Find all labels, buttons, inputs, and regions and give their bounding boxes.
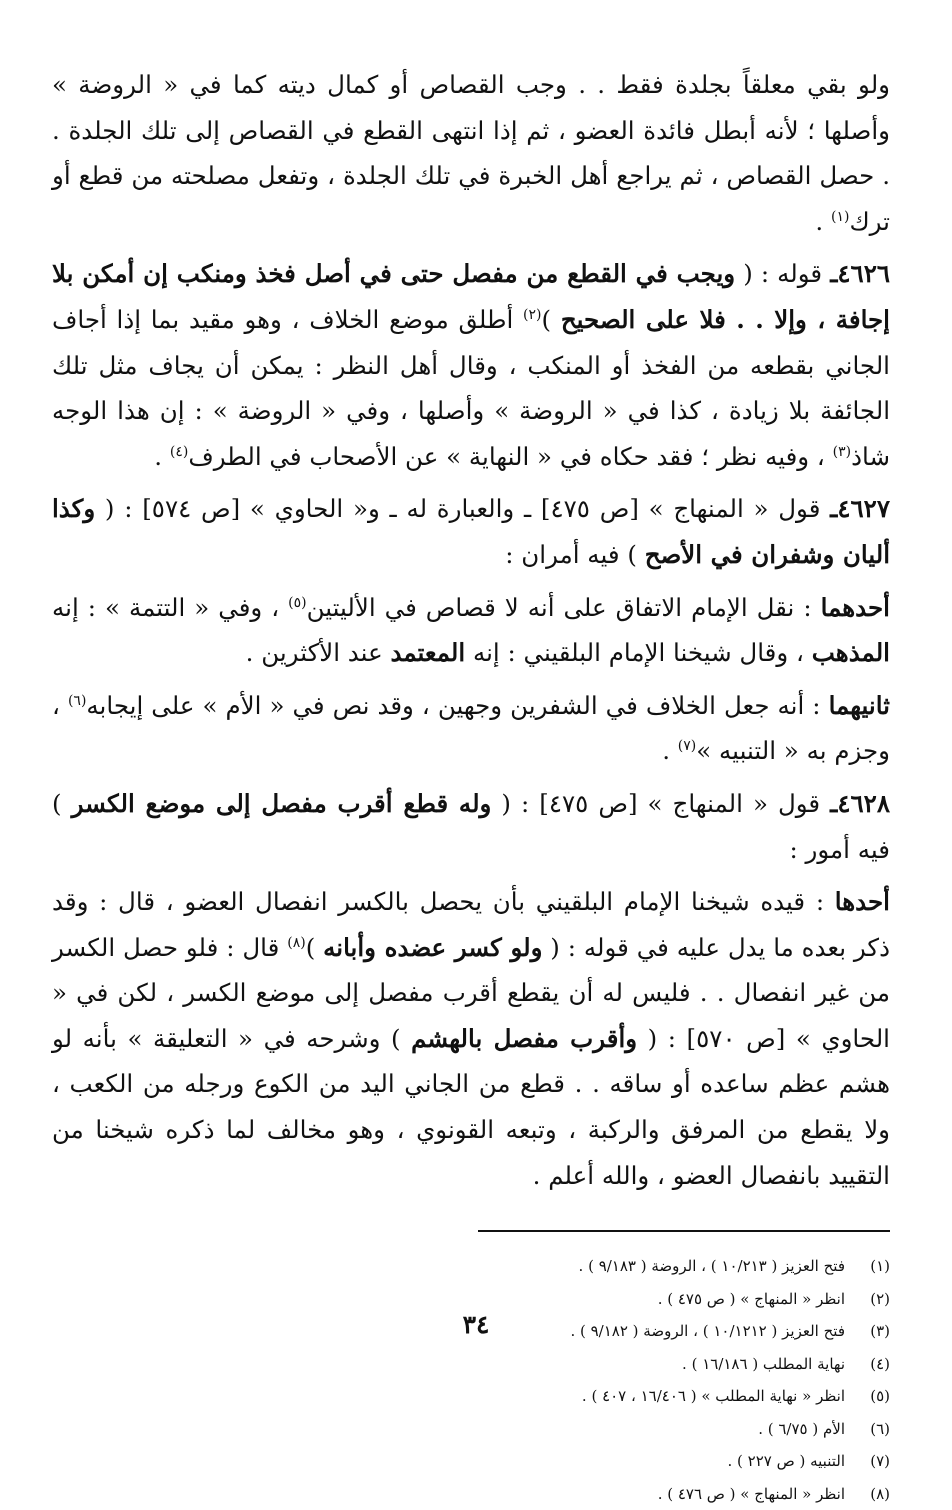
text-run: . (815, 206, 831, 236)
bold-text: وأقرب مفصل بالهشم (411, 1023, 638, 1053)
footnote-separator (478, 1230, 890, 1232)
footnote-number: (٨) (870, 1484, 890, 1503)
footnote-number: (٦) (870, 1419, 890, 1438)
footnote-text: الأم ( ٦/٧٥ ) . (758, 1419, 845, 1438)
text-run: ) فيه أمران : (505, 539, 645, 569)
page-number: ٣٤ (462, 1310, 490, 1339)
bold-text: ولو كسر عضده وأبانه (323, 932, 543, 962)
footnote-text: فتح العزيز ( ١٠/١٢١٢ ) ، الروضة ( ٩/١٨٢ ) . (570, 1322, 845, 1341)
bold-text: المذهب (811, 638, 890, 668)
text-run: ، وفيه نظر ؛ فقد حكاه في « النهاية » عن الأصحاب في الطرف (188, 441, 833, 471)
footnote (52, 1250, 890, 1283)
footnote (52, 1348, 890, 1381)
footnote-number: (٢) (870, 1289, 890, 1308)
text-run: ولو بقي معلقاً بجلدة فقط . . وجب القصاص أو كمال ديته كما في « الروضة » وأصلها ؛ لأنه أبطل فائدة العضو ، ثم إذا انتهى القطع في القصاص إلى تلك الجلدة . . حصل القصاص ، ثم يراجع أهل الخبرة في تلك الجلدة ، وتفعل مصلحته من قطع أو ترك (52, 70, 890, 236)
footnote-text: انظر « نهاية المطلب » ( ١٦/٤٠٦ ، ٤٠٧ ) . (581, 1387, 845, 1406)
bold-text: أحدهما (820, 592, 890, 622)
footnote-reference: (٧) (677, 738, 697, 755)
footnotes (52, 1250, 890, 1510)
footnote (52, 1478, 890, 1510)
footnote-number: (١) (870, 1257, 890, 1276)
text-run: : قيده شيخنا الإمام البلقيني بأن يحصل بالكسر انفصال العضو ، قال : وقد ذكر بعده ما يدل عليه في قوله : ( (52, 887, 890, 962)
footnote-reference: (١) (831, 208, 850, 225)
text-run: قوله : ( (735, 259, 831, 289)
bold-text: المعتمد (390, 638, 466, 668)
bold-text: وكذا أليان وشفران في الأصح (52, 494, 890, 569)
text-run: . (154, 441, 170, 471)
text-run: ، وفي « التتمة » : إنه (52, 592, 289, 622)
text-run: ) (305, 932, 324, 962)
paragraph (52, 251, 890, 479)
footnote (52, 1413, 890, 1446)
bold-text: أحدها (834, 887, 890, 917)
text-run: ) (541, 304, 561, 334)
text-run: ) وشرحه في « التعليقة » بأنه لو هشم عظم ساعده أو ساقه . . قطع من الجاني اليد من الكوع ورجله من الكعب ، ولا يقطع من المرفق والركبة ، وتبعه القونوي ، وهو مخالف لما ذكره شيخنا من التقييد بانفصال العضو ، والله أعلم . (52, 1023, 890, 1190)
footnote-reference: (٤) (169, 443, 189, 460)
footnote (52, 1380, 890, 1413)
footnote-text: نهاية المطلب ( ١٦/١٨٦ ) . (682, 1354, 845, 1373)
paragraph (52, 879, 890, 1198)
paragraph (52, 683, 890, 774)
text-run: ، وجزم به « التنبيه » (52, 690, 890, 766)
footnote-number: (٤) (870, 1354, 890, 1373)
footnote-reference: (٦) (67, 692, 87, 709)
footnote-text: التنبيه ( ص ٢٢٧ ) . (727, 1452, 845, 1471)
text-run: قول « المنهاج » [ص ٤٧٥] ـ والعبارة له ـ و« الحاوي » [ص ٥٧٤] : ( (95, 494, 831, 524)
text-run: . (662, 736, 678, 766)
footnote-text: فتح العزيز ( ١٠/٢١٣ ) ، الروضة ( ٩/١٨٣ ) . (578, 1257, 845, 1276)
bold-text: ٤٦٢٦ـ (830, 259, 891, 289)
text-run: قول « المنهاج » [ص ٤٧٥] : ( (491, 788, 831, 818)
footnote-text: انظر « المنهاج » ( ص ٤٧٦ ) . (657, 1484, 845, 1503)
paragraph (52, 585, 890, 676)
footnote-text: انظر « المنهاج » ( ص ٤٧٥ ) . (657, 1289, 845, 1308)
text-run: قال : فلو حصل الكسر من غير انفصال . . فليس له أن يقطع أقرب مفصل إلى موضع الكسر ، لكن في « الحاوي » [ص ٥٧٠] : ( (52, 932, 890, 1053)
footnote-number: (٥) (870, 1387, 890, 1406)
text-run: ، وقال شيخنا الإمام البلقيني : إنه (465, 638, 812, 668)
paragraph (52, 62, 890, 244)
text-run: : نقل الإمام الاتفاق على أنه لا قصاص في الأليتين (306, 592, 821, 622)
footnote-number: (٣) (870, 1322, 890, 1341)
text-run: أطلق موضع الخلاف ، وهو مقيد بما إذا أجاف الجاني بقطعه من الفخذ أو المنكب ، وقال أهل النظر : يمكن أن يجاف مثل تلك الجائفة بلا زيادة ، كذا في « الروضة » وأصلها ، وفي « الروضة » : إن هذا الوجه شاذ (52, 304, 890, 471)
footnote-reference: (٢) (523, 306, 542, 323)
bold-text: ٤٦٢٧ـ (830, 494, 890, 524)
footnote-reference: (٥) (288, 594, 307, 611)
text-run: عند الأكثرين . (245, 638, 391, 668)
footnote-reference: (٨) (287, 934, 306, 951)
paragraph (52, 486, 890, 577)
bold-text: ٤٦٢٨ـ (830, 788, 890, 818)
footnote-number: (٧) (870, 1452, 890, 1471)
bold-text: ويجب في القطع من مفصل حتى في أصل فخذ ومنكب إن أمكن بلا إجافة ، وإلا . . فلا على الصحيح (52, 259, 890, 334)
bold-text: ثانيهما (828, 690, 890, 720)
bold-text: وله قطع أقرب مفصل إلى موضع الكسر (71, 788, 492, 818)
text-run: ) فيه أمور : (52, 788, 890, 864)
text-run: : أنه جعل الخلاف في الشفرين وجهين ، وقد نص في « الأم » على إيجابه (86, 690, 829, 720)
footnote-reference: (٣) (832, 443, 852, 460)
footnote (52, 1445, 890, 1478)
paragraph (52, 781, 890, 872)
body-text (52, 62, 890, 1198)
